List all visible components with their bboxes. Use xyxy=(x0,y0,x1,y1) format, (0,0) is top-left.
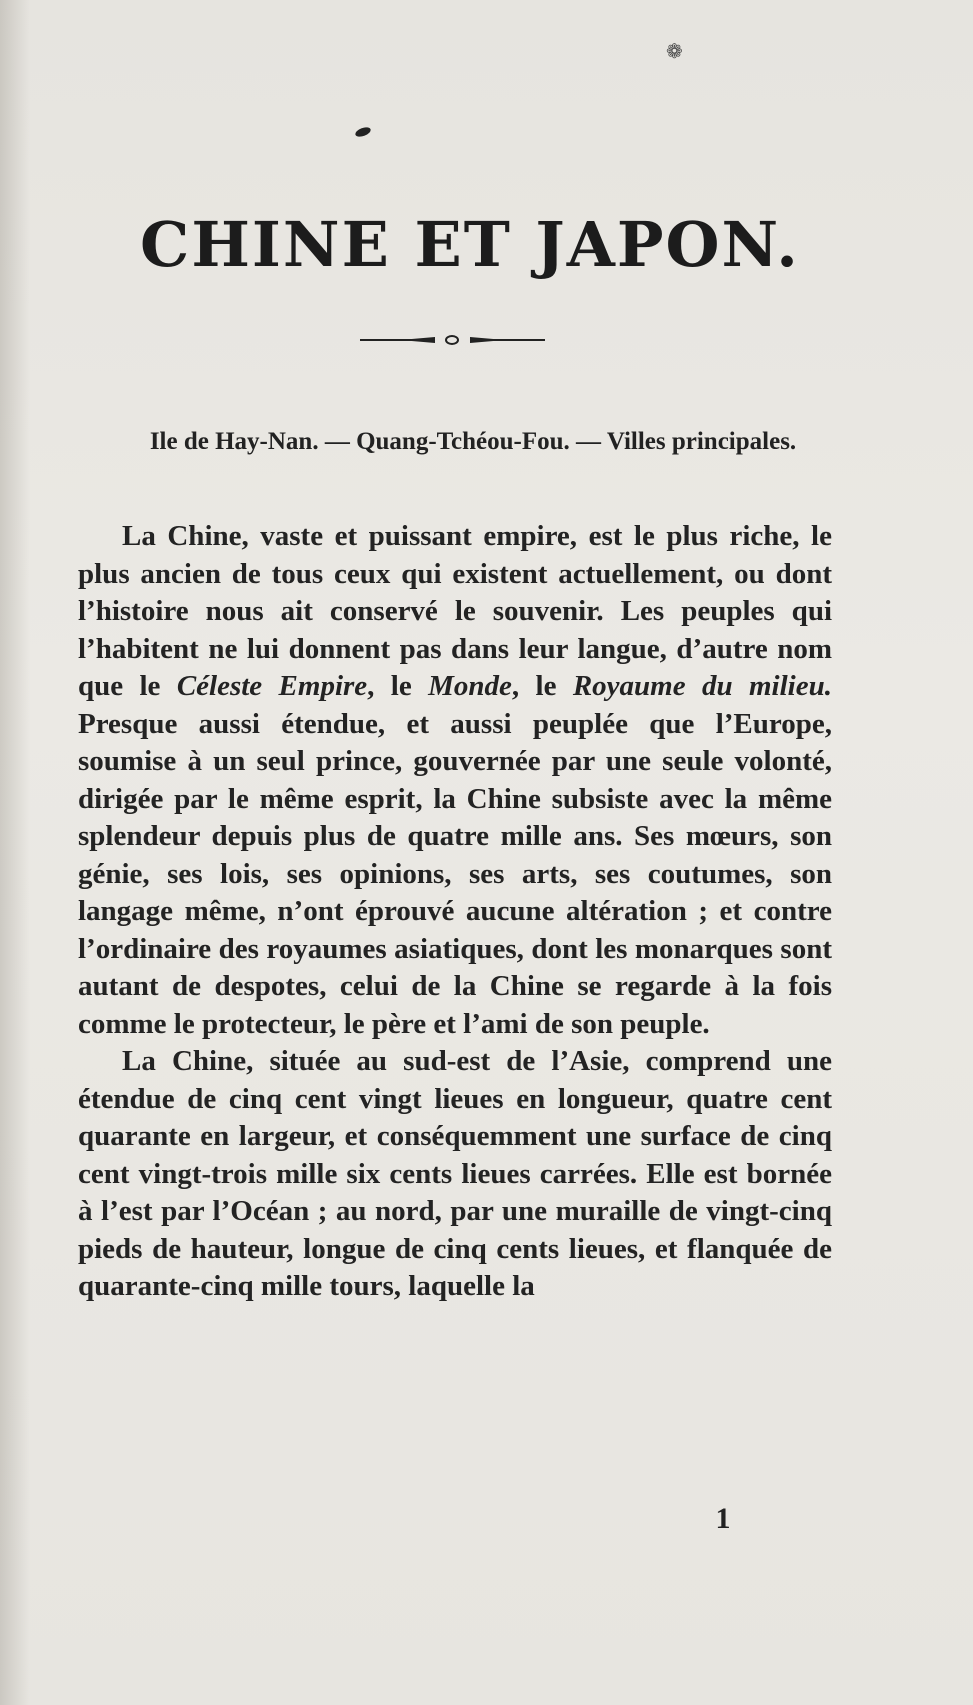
body-text xyxy=(78,518,832,1306)
ink-mark xyxy=(354,126,372,139)
term-celeste-empire: Céleste Empire xyxy=(176,670,368,702)
paragraph-1-text-a: La Chine, vaste et puissant empire, est le plus riche, le plus ancien de tous ceux qui existent actuellement, ou dont l’histoire nous ait conservé le souvenir. Les peuples qui l’habitent ne lui donnent pas dans leur langue, d’autre nom que le xyxy=(78,520,832,702)
page-number: 1 xyxy=(715,1502,731,1535)
separator-2: , le xyxy=(511,670,573,702)
ink-blot-ornament-icon: ❁ xyxy=(666,39,683,63)
separator-1: , le xyxy=(367,670,429,702)
chapter-title: CHINE ET JAPON. xyxy=(140,208,800,281)
term-royaume-du-milieu: Royaume du milieu. xyxy=(572,670,832,702)
decorative-rule xyxy=(360,334,545,346)
term-monde: Monde xyxy=(428,670,512,702)
paragraph-1 xyxy=(78,518,832,1043)
spine-shadow xyxy=(0,0,30,1705)
section-subtitle: Ile de Hay-Nan. — Quang-Tchéou-Fou. — Villes principales. xyxy=(149,428,797,455)
paragraph-2: La Chine, située au sud-est de l’Asie, comprend une étendue de cinq cent vingt lieues en longueur, quatre cent quarante en largeur, et conséquemment une surface de cinq cent vingt-trois mille six cents lieues carrées. Elle est bornée à l’est par l’Océan ; au nord, par une muraille de vingt-cinq pieds de hauteur, longue de cinq cents lieues, et flanquée de quarante-cinq mille tours, laquelle la xyxy=(78,1045,832,1302)
paragraph-1-text-b: Presque aussi étendue, et aussi peuplée que l’Europe, soumise à un seul prince, gouvernée par une seule volonté, dirigée par le même esprit, la Chine subsiste avec la même splendeur depuis plus de quatre mille ans. Ses mœurs, son génie, ses lois, ses opinions, ses arts, ses coutumes, son langage même, n’ont éprouvé aucune altération ; et contre l’ordinaire des royaumes asiatiques, dont les monarques sont autant de despotes, celui de la Chine se regarde à la fois comme le protecteur, le père et l’ami de son peuple. xyxy=(78,707,832,1040)
